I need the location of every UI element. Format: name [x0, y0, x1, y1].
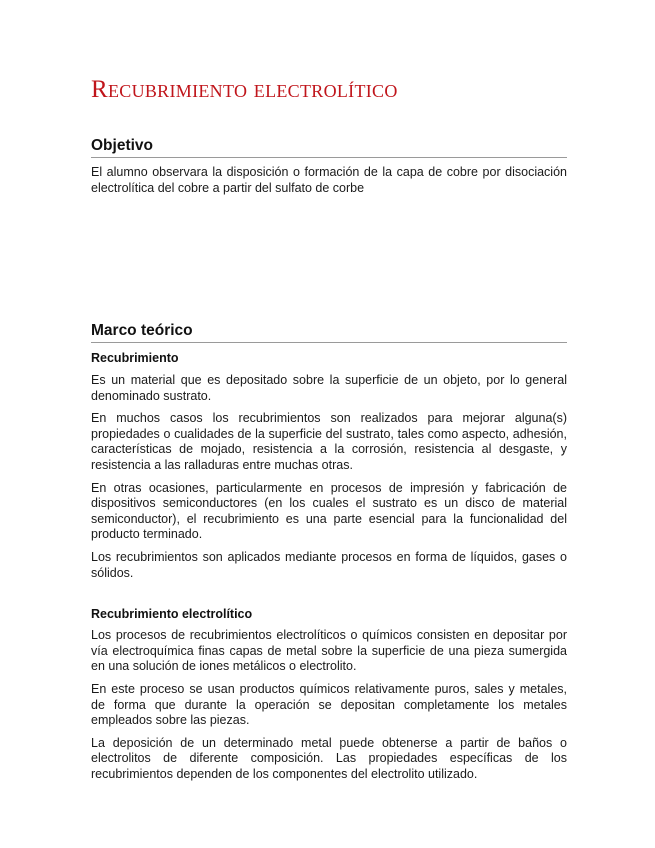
section-marco-teorico — [91, 322, 567, 782]
recubrimiento-paragraph: En muchos casos los recubrimientos son realizados para mejorar alguna(s) propiedades o cualidades de la superficie del sustrato, tales como aspecto, adhesión, características de mojado, resistencia a la corrosión, resistencia al desgaste, y resistencia a las ralladuras entre muchas otras. — [91, 411, 567, 472]
recubrimiento-paragraph: En otras ocasiones, particularmente en procesos de impresión y fabricación de dispositivos semiconductores (en los cuales el sustrato es un disco de material semiconductor), el recubrimiento es una parte esencial para la funcionalidad del producto terminado. — [91, 480, 567, 542]
recubrimiento-heading: Recubrimiento — [91, 351, 179, 365]
document-title: Recubrimiento electrolítico — [91, 76, 398, 103]
electrolitico-heading: Recubrimiento electrolítico — [91, 607, 253, 622]
electrolitico-paragraph: La deposición de un determinado metal puede obtenerse a partir de baños o electrolitos de diferente composición. Las propiedades específicas de los recubrimientos dependen de los componentes del electrolito utilizado. — [91, 735, 567, 781]
marco-heading: Marco teórico — [91, 322, 567, 343]
objetivo-paragraph: El alumno observara la disposición o formación de la capa de cobre por disociación electrolítica del cobre a partir del sulfato de corbe — [91, 165, 567, 195]
electrolitico-paragraph: Los procesos de recubrimientos electrolíticos o químicos consisten en depositar por vía electroquímica finas capas de metal sobre la superficie de una pieza sumergida en una solución de iones metálicos o electrolito. — [91, 628, 567, 674]
electrolitico-paragraph: En este proceso se usan productos químicos relativamente puros, sales y metales, de forma que durante la operación se depositan completamente los metales empleados sobre las piezas. — [91, 681, 567, 728]
recubrimiento-paragraph: Es un material que es depositado sobre la superficie de un objeto, por lo general denominado sustrato. — [91, 373, 567, 403]
objetivo-heading: Objetivo — [91, 137, 567, 158]
section-objetivo — [91, 137, 567, 196]
recubrimiento-paragraph: Los recubrimientos son aplicados mediante procesos en forma de líquidos, gases o sólidos. — [91, 549, 567, 580]
